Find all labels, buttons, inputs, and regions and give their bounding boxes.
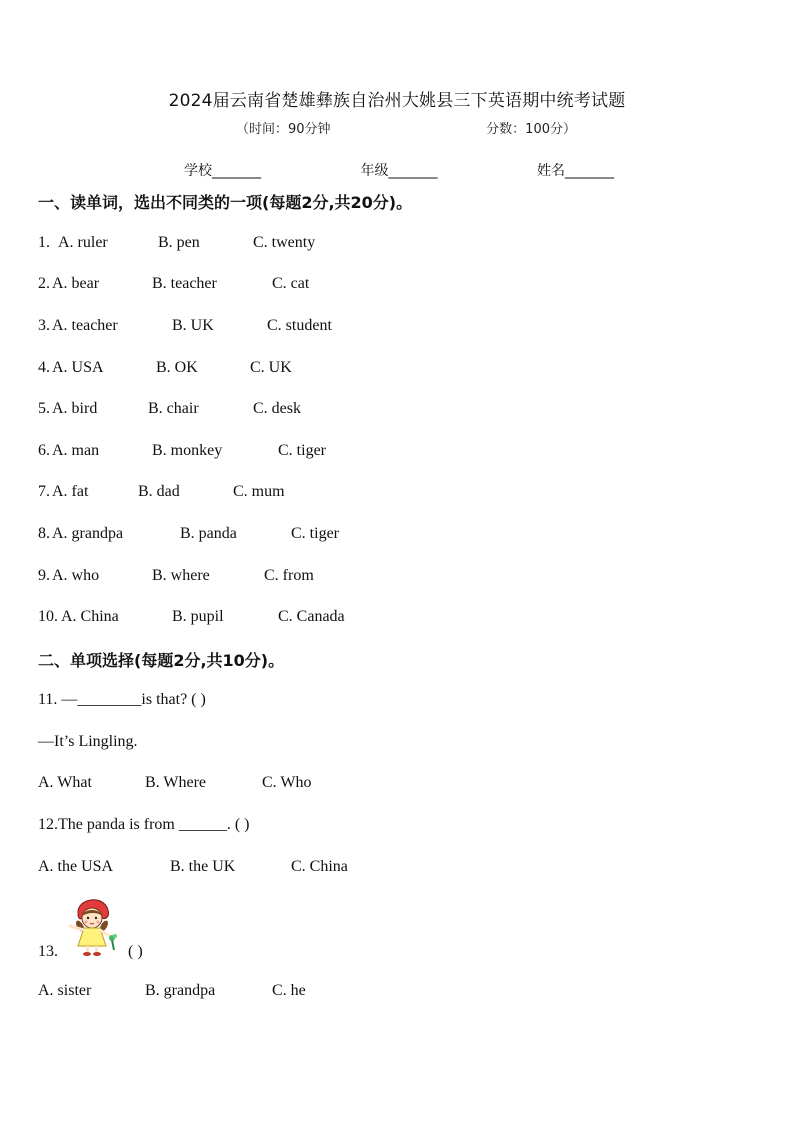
option-c: C. desk (253, 400, 301, 417)
option-b: B. chair (148, 400, 199, 417)
question-number: 7. (38, 483, 50, 500)
option-b: B. grandpa (145, 982, 216, 999)
option-a: A. What (38, 774, 92, 791)
option-b: B. teacher (152, 275, 217, 292)
question-number: 2. (38, 275, 50, 292)
question-11-dialogue: —It’s Lingling. (38, 733, 138, 750)
option-b: B. pupil (172, 608, 224, 625)
name-field: 姓名_______ (537, 163, 614, 179)
option-c: C. cat (272, 275, 310, 292)
question-11-stem: 11. —________is that? ( ) (38, 691, 206, 708)
school-field: 学校_______ (184, 163, 261, 179)
exam-meta (236, 118, 576, 137)
section-2-heading: 二、单项选择(每题2分,共10分)。 (38, 651, 285, 670)
question-12-stem: 12.The panda is from ______. ( ) (38, 816, 250, 833)
option-a: A. who (52, 567, 100, 584)
option-c: C. mum (233, 483, 285, 500)
exam-title: 2024届云南省楚雄彝族自治州大姚县三下英语期中统考试题 (168, 91, 626, 111)
option-c: C. twenty (253, 234, 316, 251)
section-1-heading: 一、读单词，选出不同类的一项(每题2分,共20分)。 (38, 193, 413, 212)
option-a: A. the USA (38, 858, 114, 875)
question-number: 6. (38, 442, 50, 459)
option-a: A. ruler (58, 234, 108, 251)
option-b: B. Where (145, 774, 207, 791)
option-c: C. student (267, 317, 332, 334)
grade-field: 年级_______ (360, 163, 438, 179)
option-a: A. grandpa (52, 525, 124, 542)
time-limit: （时间：90分钟 (236, 122, 331, 137)
answer-blank: ( ) (128, 943, 143, 960)
option-b: B. monkey (152, 442, 223, 459)
option-b: B. panda (180, 525, 237, 542)
option-a: A. bird (52, 400, 98, 417)
student-info-row (184, 160, 614, 180)
option-b: B. UK (172, 317, 214, 334)
option-c: C. from (264, 567, 314, 584)
option-c: C. tiger (278, 442, 326, 459)
option-a: A. China (61, 608, 119, 625)
option-a: A. man (52, 442, 100, 459)
option-c: C. China (291, 858, 348, 875)
question-number: 4. (38, 359, 50, 376)
option-a: A. fat (52, 483, 89, 500)
total-score: 分数：100分） (486, 122, 576, 137)
option-c: C. Who (262, 774, 312, 791)
option-a: A. bear (52, 275, 100, 292)
question-number: 5. (38, 400, 50, 417)
question-number: 1. (38, 234, 50, 251)
question-number: 10. (38, 608, 58, 625)
option-a: A. USA (52, 359, 104, 376)
question-number: 3. (38, 317, 50, 334)
question-number: 8. (38, 525, 50, 542)
option-b: B. OK (156, 359, 198, 376)
option-c: C. Canada (278, 608, 345, 625)
option-c: C. UK (250, 359, 292, 376)
question-number: 9. (38, 567, 50, 584)
question-number: 13. (38, 943, 58, 960)
option-c: C. tiger (291, 525, 339, 542)
option-b: B. the UK (170, 858, 236, 875)
girl-picture (62, 892, 124, 958)
option-b: B. pen (158, 234, 200, 251)
option-c: C. he (272, 982, 306, 999)
option-b: B. where (152, 567, 210, 584)
option-a: A. sister (38, 982, 92, 999)
option-a: A. teacher (52, 317, 118, 334)
option-b: B. dad (138, 483, 180, 500)
